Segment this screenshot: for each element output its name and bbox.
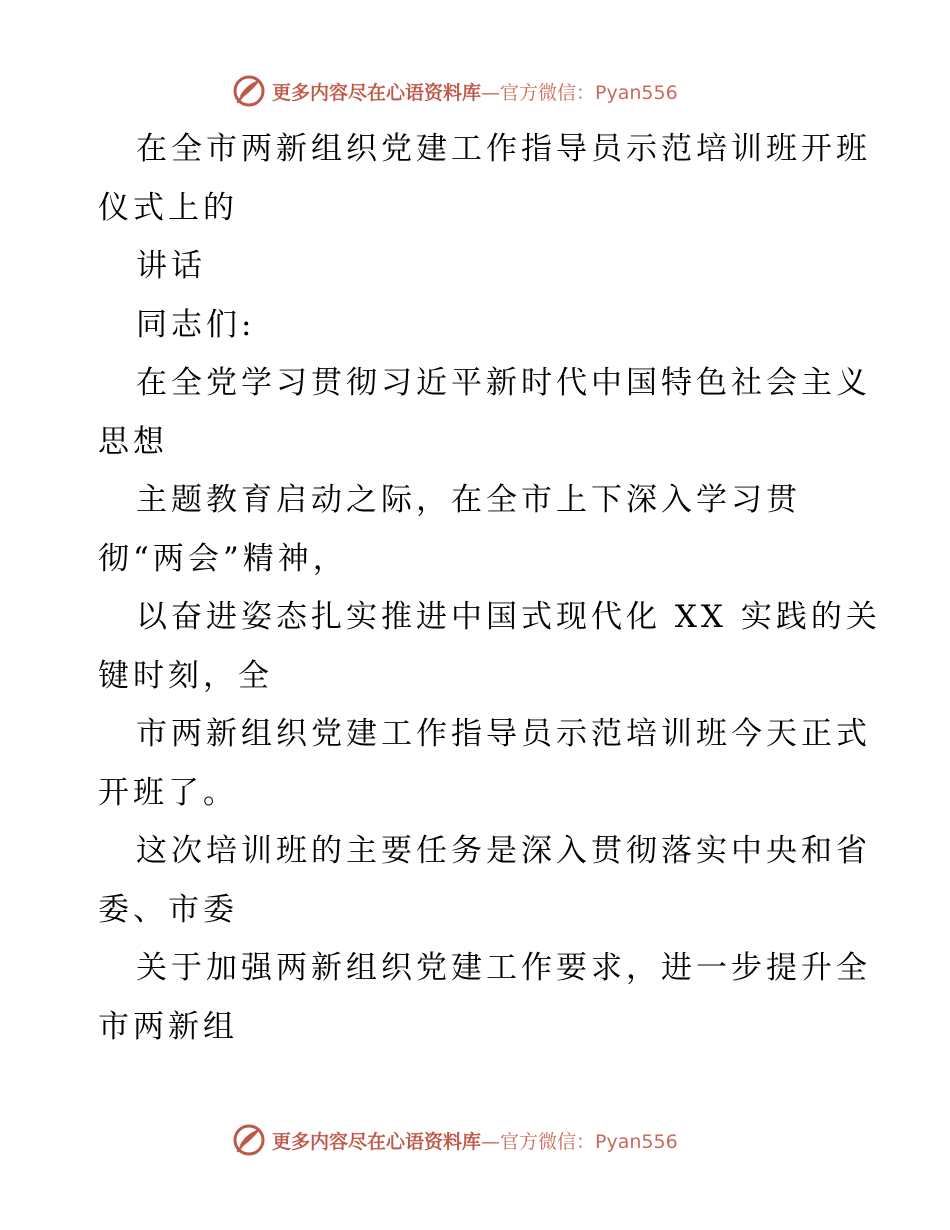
watermark-text [272,78,678,105]
quill-logo-icon [232,74,266,108]
watermark-separator: — [481,1130,501,1153]
quill-logo-icon [232,1123,266,1157]
watermark-separator: — [481,81,501,104]
text-line: 市两新组织党建工作指导员示范培训班今天正式 [136,716,871,752]
text-line: 讲话 [136,248,206,284]
text-line: 主题教育启动之际，在全市上下深入学习贯 [136,482,801,518]
text-line: 彻“两会”精神， [98,540,348,577]
text-line: 仪式上的 [98,189,238,226]
text-line: 键时刻，全 [98,657,273,694]
text-line: 委、市委 [98,891,238,928]
watermark-text [272,1127,678,1154]
text-line: 在全党学习贯彻习近平新时代中国特色社会主义 [136,365,871,401]
text-line: 在全市两新组织党建工作指导员示范培训班开班 [136,131,871,167]
text-line: 市两新组 [98,1008,238,1045]
text-line: 关于加强两新组织党建工作要求，进一步提升全 [136,950,871,986]
watermark-contact: 官方微信：Pyan556 [500,1130,678,1153]
text-line: 这次培训班的主要任务是深入贯彻落实中央和省 [136,833,871,869]
header-watermark [232,71,732,111]
document-body [98,120,881,1056]
text-line: 开班了。 [98,774,238,811]
watermark-brand: 更多内容尽在心语资料库 [272,81,482,104]
text-line: 同志们: [136,306,256,343]
text-line: 思想 [98,423,168,460]
text-line: 以奋进姿态扎实推进中国式现代化 XX 实践的关 [136,599,881,635]
watermark-brand: 更多内容尽在心语资料库 [272,1130,482,1153]
footer-watermark [232,1120,732,1160]
watermark-contact: 官方微信：Pyan556 [500,81,678,104]
